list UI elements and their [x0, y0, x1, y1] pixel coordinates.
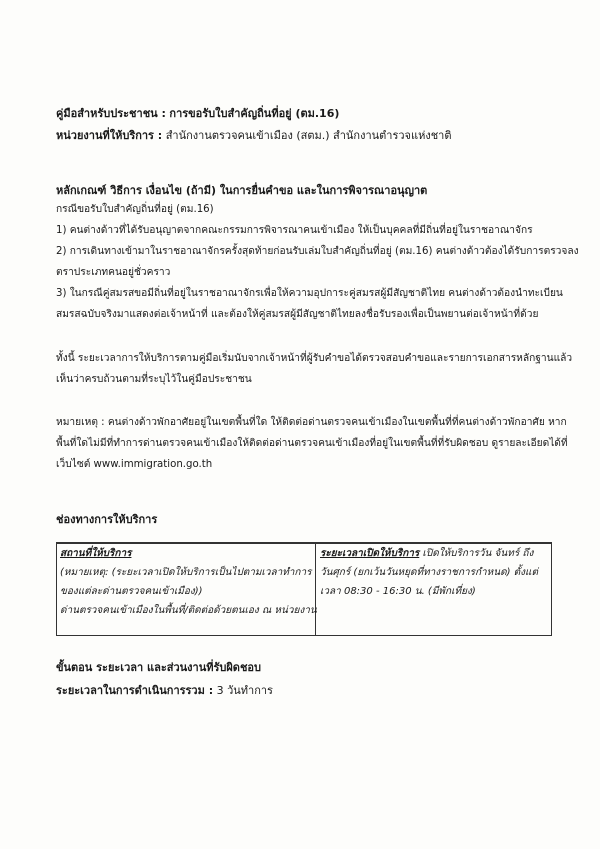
criteria-line: 2) การเดินทางเข้ามาในราชอาณาจักรครั้งสุดท้ายก่อนรับเล่มใบสำคัญถิ่นที่อยู่ (ตม.16) คนต่างด้าวต้องได้รับการตรวจลง	[56, 246, 579, 257]
remark-line: หมายเหตุ : คนต่างด้าวพักอาศัยอยู่ในเขตพื้นที่ใด ให้ติดต่อด่านตรวจคนเข้าเมืองในเขตพื้นที่ที่คนต่างด้าวพักอาศัย หาก	[56, 417, 567, 428]
opening-hours-line: เวลา 08:30 - 16:30 น. (มีพักเที่ยง)	[320, 586, 476, 597]
criteria-line: กรณีขอรับใบสำคัญถิ่นที่อยู่ (ตม.16)	[56, 204, 214, 215]
service-location-cell	[60, 544, 317, 620]
service-period-note	[56, 348, 572, 390]
service-location-line: ของแต่ละด่านตรวจคนเข้าเมือง))	[60, 586, 203, 597]
total-duration-line	[56, 684, 273, 698]
agency-label: หน่วยงานที่ให้บริการ :	[56, 129, 163, 142]
service-location-line: (หมายเหตุ: (ระยะเวลาเปิดให้บริการเป็นไปตามเวลาทำการ	[60, 567, 312, 578]
period-line: เห็นว่าครบถ้วนตามที่ระบุไว้ในคู่มือประชาชน	[56, 374, 252, 385]
criteria-list	[56, 199, 579, 325]
period-line: ทั้งนี้ ระยะเวลาการให้บริการตามคู่มือเริ่มนับจากเจ้าหน้าที่ผู้รับคำขอได้ตรวจสอบคำขอและรายการเอกสารหลักฐานแล้ว	[56, 353, 573, 364]
channels-heading: ช่องทางการให้บริการ	[56, 513, 158, 526]
opening-hours-title: ระยะเวลาเปิดให้บริการ	[320, 548, 420, 559]
criteria-line: 3) ในกรณีคู่สมรสขอมีถิ่นที่อยู่ในราชอาณาจักรเพื่อให้ความอุปการะคู่สมรสผู้มีสัญชาติไทย คนต่างด้าวต้องนำทะเบียน	[56, 288, 563, 299]
criteria-line: สมรสฉบับจริงมาแสดงต่อเจ้าหน้าที่ และต้องให้คู่สมรสผู้มีสัญชาติไทยลงชื่อรับรองเพื่อเป็นพยานต่อเจ้าหน้าที่ด้วย	[56, 309, 539, 320]
total-duration-label: ระยะเวลาในการดำเนินการรวม :	[56, 684, 214, 697]
remark-line: เว็บไซต์ www.immigration.go.th	[56, 459, 213, 470]
manual-title-line	[56, 107, 339, 121]
service-channel-table	[56, 542, 552, 636]
steps-heading: ขั้นตอน ระยะเวลา และส่วนงานที่รับผิดชอบ	[56, 661, 261, 674]
agency-line	[56, 129, 452, 143]
opening-hours-cell	[320, 544, 538, 601]
criteria-line: ตราประเภทคนอยู่ชั่วคราว	[56, 267, 171, 278]
opening-hours-days: เปิดให้บริการวัน จันทร์ ถึง	[419, 548, 534, 559]
service-location-line: ด่านตรวจคนเข้าเมืองในพื้นที่/ติดต่อด้วยตนเอง ณ หน่วยงาน	[60, 605, 317, 616]
service-location-title: สถานที่ให้บริการ	[60, 548, 132, 559]
opening-hours-line: วันศุกร์ (ยกเว้นวันหยุดที่ทางราชการกำหนด) ตั้งแต่	[320, 567, 538, 578]
manual-label: คู่มือสำหรับประชาชน :	[56, 107, 166, 120]
opening-hours-first-line	[320, 544, 538, 563]
criteria-heading: หลักเกณฑ์ วิธีการ เงื่อนไข (ถ้ามี) ในการยื่นคำขอ และในการพิจารณาอนุญาต	[56, 184, 428, 197]
manual-value: การขอรับใบสำคัญถิ่นที่อยู่ (ตม.16)	[169, 107, 340, 120]
remark-note	[56, 412, 568, 475]
criteria-line: 1) คนต่างด้าวที่ได้รับอนุญาตจากคณะกรรมการพิจารณาคนเข้าเมือง ให้เป็นบุคคลที่มีถิ่นที่อยู่ในราชอาณาจักร	[56, 225, 533, 236]
remark-line: พื้นที่ใดไม่มีที่ทำการด่านตรวจคนเข้าเมืองให้ติดต่อด่านตรวจคนเข้าเมืองที่อยู่ในเขตพื้นที่ที่รับผิดชอบ ดูรายละเอียดได้ที่	[56, 438, 568, 449]
agency-value: สำนักงานตรวจคนเข้าเมือง (สตม.) สำนักงานตำรวจแห่งชาติ	[165, 129, 452, 142]
total-duration-value: 3 วันทำการ	[216, 684, 273, 697]
